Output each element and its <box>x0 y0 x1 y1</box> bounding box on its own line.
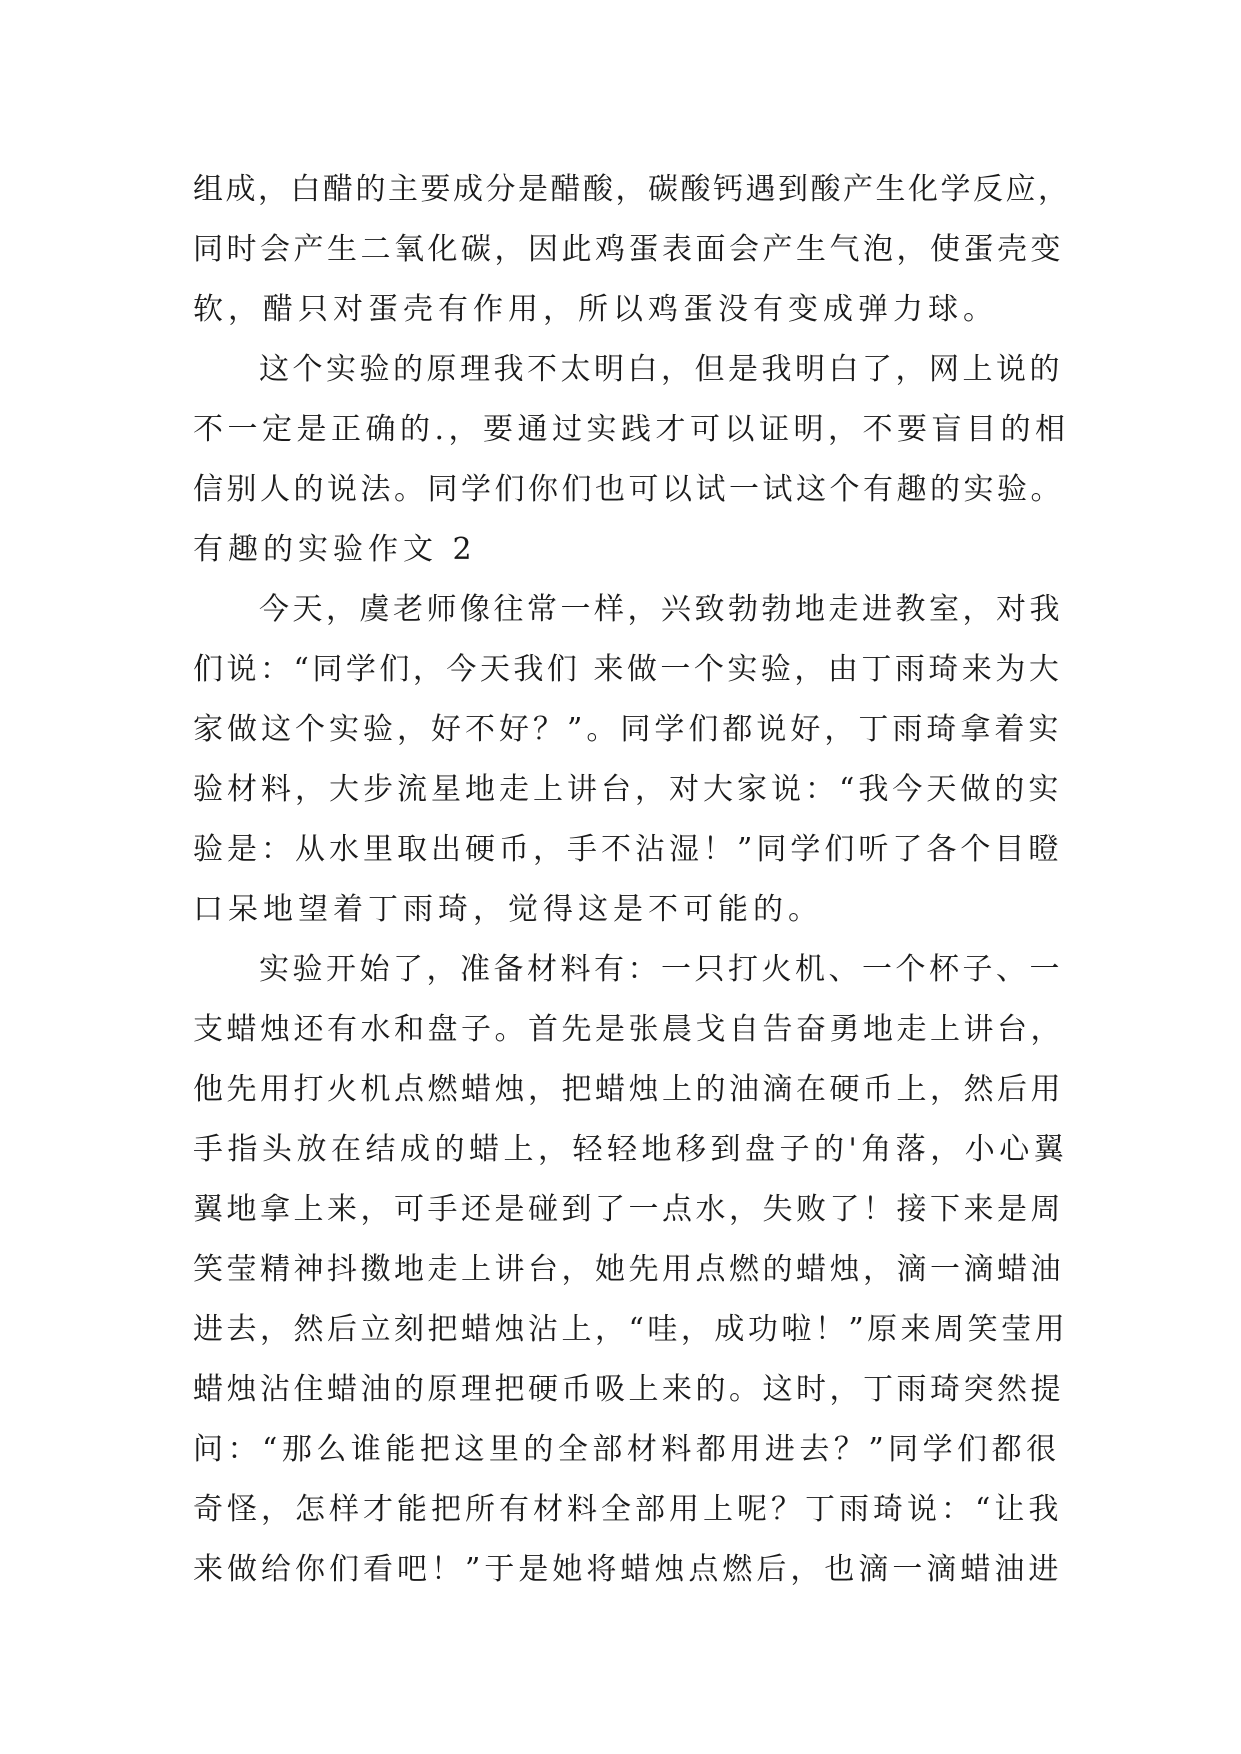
text-line: 口呆地望着丁雨琦，觉得这是不可能的。 <box>193 892 823 927</box>
text-line: 验是：从水里取出硬币，手不沾湿！”同学们听了各个目瞪 <box>193 832 1063 867</box>
text-line: 组成，白醋的主要成分是醋酸，碳酸钙遇到酸产生化学反应， <box>193 172 1071 207</box>
text-line: 这个实验的原理我不太明白，但是我明白了，网上说的 <box>259 352 1063 387</box>
text-line: 们说：“同学们，今天我们 来做一个实验，由丁雨琦来为大 <box>193 652 1063 687</box>
text-line: 实验开始了，准备材料有：一只打火机、一个杯子、一 <box>259 952 1063 987</box>
text-line: 蜡烛沾住蜡油的原理把硬币吸上来的。这时，丁雨琦突然提 <box>193 1372 1064 1407</box>
text-line: 他先用打火机点燃蜡烛，把蜡烛上的油滴在硬币上，然后用 <box>193 1072 1064 1107</box>
text-line: 今天，虞老师像往常一样，兴致勃勃地走进教室，对我 <box>259 592 1063 627</box>
text-line: 进去，然后立刻把蜡烛沾上，“哇，成功啦！”原来周笑莹用 <box>193 1312 1069 1347</box>
text-line: 笑莹精神抖擞地走上讲台，她先用点燃的蜡烛，滴一滴蜡油 <box>193 1252 1064 1287</box>
section-heading: 有趣的实验作文 2 <box>193 532 477 567</box>
text-line: 翼地拿上来，可手还是碰到了一点水，失败了！接下来是周 <box>193 1192 1064 1227</box>
text-line: 家做这个实验，好不好？”。同学们都说好，丁雨琦拿着实 <box>193 712 1063 747</box>
text-line: 不一定是正确的.，要通过实践才可以证明，不要盲目的相 <box>193 412 1070 447</box>
text-line: 同时会产生二氧化碳，因此鸡蛋表面会产生气泡，使蛋壳变 <box>193 232 1064 267</box>
text-line: 验材料，大步流星地走上讲台，对大家说：“我今天做的实 <box>193 772 1063 807</box>
text-line: 信别人的说法。同学们你们也可以试一试这个有趣的实验。 <box>193 472 1064 507</box>
essay-body <box>193 160 1073 1600</box>
text-line: 问：“那么谁能把这里的全部材料都用进去？”同学们都很 <box>193 1432 1061 1467</box>
text-line: 支蜡烛还有水和盘子。首先是张晨戈自告奋勇地走上讲台， <box>193 1012 1064 1047</box>
text-line: 软，醋只对蛋壳有作用，所以鸡蛋没有变成弹力球。 <box>193 292 998 327</box>
text-line: 来做给你们看吧！”于是她将蜡烛点燃后，也滴一滴蜡油进 <box>193 1552 1063 1587</box>
text-line: 奇怪，怎样才能把所有材料全部用上呢？丁雨琦说：“让我 <box>193 1492 1063 1527</box>
text-line: 手指头放在结成的蜡上，轻轻地移到盘子的'角落，小心翼 <box>193 1132 1069 1167</box>
